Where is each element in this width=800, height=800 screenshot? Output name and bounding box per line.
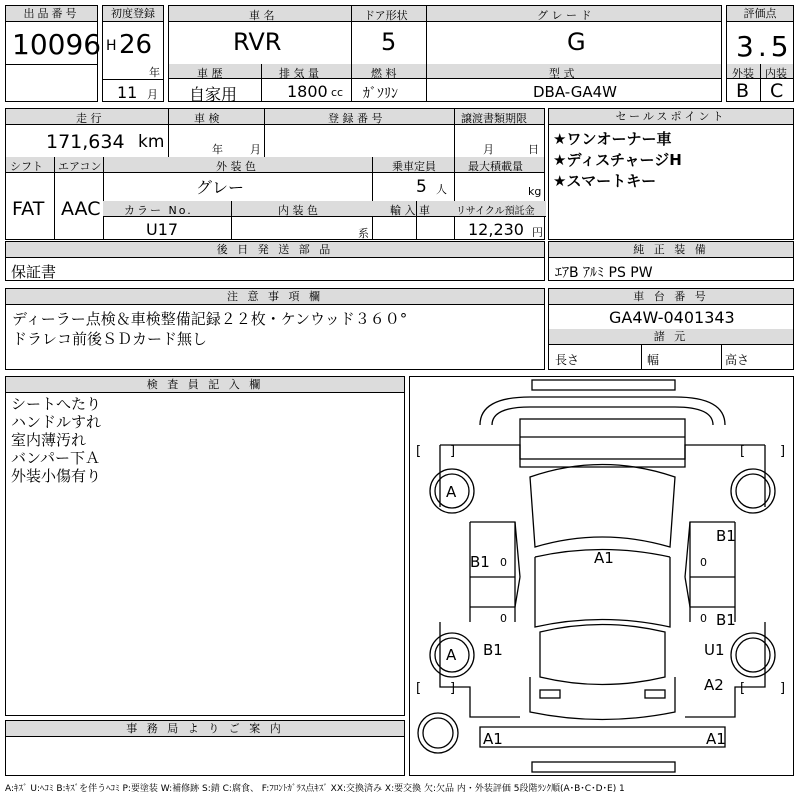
era: H — [106, 38, 117, 54]
reg-year: 26 — [119, 30, 153, 60]
spec-box — [5, 108, 545, 240]
score-value: 3.5 — [736, 30, 793, 63]
history-label: 車 歴 — [197, 67, 223, 80]
inspector-item: 外装小傷有り — [11, 467, 102, 485]
load-unit: kg — [528, 185, 542, 198]
color-no-label: カラー No. — [124, 204, 193, 217]
chassis-number: GA4W-0401343 — [609, 308, 735, 327]
year-unit: 年 — [149, 66, 160, 79]
capacity-unit: 人 — [436, 183, 447, 196]
ac: AAC — [61, 198, 101, 220]
cc-unit: cc — [331, 86, 344, 99]
caution-line: ドラレコ前後ＳＤカード無し — [12, 330, 208, 348]
sales-point: ★ワンオーナー車 — [553, 130, 672, 148]
model-label: 型 式 — [549, 67, 575, 80]
capacity-label: 乗車定員 — [392, 160, 436, 173]
reg-month: 11 — [117, 83, 138, 102]
score-label: 評価点 — [727, 6, 793, 22]
fuel-label: 燃 料 — [371, 67, 397, 80]
sales-point: ★スマートキー — [553, 172, 657, 190]
equipment: ｴｱB ｱﾙﾐ PS PW — [555, 265, 653, 281]
exterior-grade: B — [736, 80, 750, 102]
transfer-day: 日 — [528, 143, 539, 156]
caution-box — [5, 288, 545, 370]
mark-wheel-fl: A — [446, 483, 457, 501]
height-label: 高さ — [725, 353, 750, 367]
inspector-label: 検 査 員 記 入 欄 — [6, 377, 404, 393]
mark-wheel-rl: A — [446, 646, 457, 664]
svg-text:]: ] — [780, 444, 786, 459]
later-parts: 保証書 — [11, 263, 57, 281]
door-label: ドア形状 — [364, 9, 408, 22]
first-reg-label: 初度登録 — [103, 6, 163, 22]
svg-text:[: [ — [416, 681, 422, 696]
inspector-box — [5, 376, 405, 716]
legend: A:ｷｽﾞ U:ﾍｺﾐ B:ｷｽﾞを伴うﾍｺﾐ P:要塗装 W:補修跡 S:錆 C:腐食、 F:ﾌﾛﾝﾄｶﾞﾗｽ点ｷｽﾞ XX:交換済み X:要交換 欠:欠品 内・外装評価 5段階ﾗﾝｸ順(A･B･C･D･E) 1 — [5, 784, 625, 794]
grade-label: グ レ ー ド — [537, 9, 592, 22]
inspector-item: 室内薄汚れ — [11, 431, 87, 449]
office-label: 事 務 局 よ り ご 案 内 — [6, 721, 404, 737]
svg-text:[: [ — [416, 444, 422, 459]
grade: G — [567, 28, 586, 56]
mark-door-rr: B1 — [716, 611, 736, 629]
inspector-item: ハンドルすれ — [11, 413, 102, 431]
inspection-year-unit: 年 — [212, 143, 223, 156]
load-label: 最大積載量 — [468, 160, 523, 173]
sales-points-box — [548, 108, 794, 240]
length-label: 長さ — [555, 353, 580, 367]
car-name: RVR — [233, 28, 282, 56]
svg-text:[: [ — [740, 444, 746, 459]
ac-label: エアコン — [58, 160, 102, 173]
svg-text:]: ] — [780, 681, 786, 696]
import-label: 輸 入 車 — [390, 204, 430, 217]
chassis-label: 車 台 番 号 — [549, 289, 793, 305]
shift: FAT — [12, 198, 45, 220]
capacity: 5 — [416, 177, 427, 197]
km-unit: km — [138, 132, 165, 152]
transfer-label: 譲渡書類期限 — [461, 112, 527, 125]
car-diagram-box — [409, 376, 794, 776]
equip-label: 純 正 装 備 — [549, 242, 793, 258]
mark-u1: U1 — [704, 641, 725, 659]
shift-label: シフト — [10, 160, 43, 173]
mark-door-fl: B1 — [470, 553, 490, 571]
model-code: DBA-GA4W — [533, 83, 617, 101]
first-registration-box — [102, 5, 164, 102]
inspector-item: シートへたり — [11, 395, 102, 413]
inspection-label: 車 検 — [194, 112, 220, 125]
office-box — [5, 720, 405, 776]
score-box — [726, 5, 794, 102]
mileage-label: 走 行 — [76, 112, 102, 125]
later-parts-label: 後 日 発 送 部 品 — [6, 242, 544, 258]
displacement: 1800 — [287, 82, 328, 101]
transfer-month: 月 — [483, 143, 494, 156]
mark-door-rl: B1 — [483, 641, 503, 659]
equipment-box — [548, 241, 794, 281]
kei-unit: 系 — [358, 227, 369, 240]
sales-point: ★ディスチャージH — [553, 151, 682, 169]
dims-label: 諸 元 — [549, 329, 793, 345]
history: 自家用 — [189, 85, 238, 104]
int-color-label: 内 装 色 — [278, 204, 318, 217]
car-diagram — [410, 377, 795, 777]
inspection-month-unit: 月 — [250, 143, 261, 156]
inspector-item: バンパー下Ａ — [11, 449, 100, 467]
lot-label: 出品番号 — [6, 6, 97, 22]
color-no: U17 — [146, 220, 179, 239]
color: グレー — [196, 178, 245, 197]
mark-bumper-l: A1 — [483, 730, 503, 748]
mark-zero: 0 — [700, 556, 707, 569]
chassis-box — [548, 288, 794, 370]
vehicle-main-box — [168, 5, 722, 102]
car-name-label: 車 名 — [249, 9, 275, 22]
mark-zero: 0 — [700, 612, 707, 625]
svg-text:[: [ — [740, 681, 746, 696]
recycle-fee: 12,230 — [468, 220, 524, 239]
caution-line: ディーラー点検＆車検整備記録２２枚・ケンウッド３６０° — [12, 310, 408, 328]
fuel: ｶﾞｿﾘﾝ — [363, 86, 398, 102]
mark-bumper-r: A1 — [706, 730, 726, 748]
color-label: 外 装 色 — [216, 160, 256, 173]
mark-zero: 0 — [500, 612, 507, 625]
month-unit: 月 — [147, 88, 158, 101]
exterior-label: 外装 — [732, 67, 754, 80]
plate-label: 登 録 番 号 — [328, 112, 383, 125]
mileage: 171,634 — [46, 131, 125, 153]
svg-text:]: ] — [450, 444, 456, 459]
interior-label: 内装 — [765, 67, 787, 80]
mark-door-fr: B1 — [716, 527, 736, 545]
mark-roof: A1 — [594, 549, 614, 567]
lot-number: 10096 — [12, 28, 102, 61]
recycle-label: リサイクル預託金 — [456, 206, 535, 217]
mark-zero: 0 — [500, 556, 507, 569]
lot-box — [5, 5, 102, 102]
yen-unit: 円 — [532, 226, 543, 239]
later-parts-box — [5, 241, 545, 281]
width-label: 幅 — [647, 353, 660, 367]
interior-grade: C — [770, 80, 784, 102]
caution-label: 注 意 事 項 欄 — [6, 289, 544, 305]
mark-a2: A2 — [704, 676, 724, 694]
svg-text:]: ] — [450, 681, 456, 696]
sales-label: セールスポイント — [549, 109, 793, 125]
displacement-label: 排 気 量 — [279, 67, 319, 80]
door-count: 5 — [381, 28, 397, 56]
